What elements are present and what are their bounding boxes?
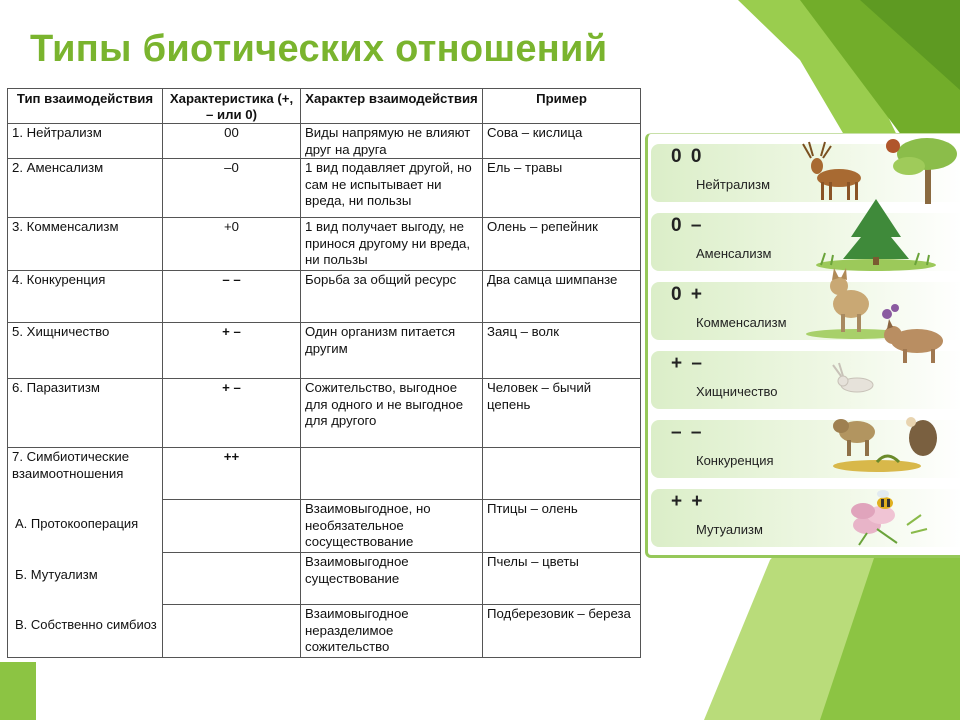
cell-nature: Взаимовыгодное неразделимое сожительство: [301, 605, 483, 658]
header-nature: Характер взаимодействия: [301, 89, 483, 124]
cell-char: ++: [163, 448, 301, 500]
band-sign: + –: [671, 353, 704, 374]
cell-example: Птицы – олень: [483, 500, 641, 553]
cell-char: + –: [163, 379, 301, 448]
cell-type: 3. Комменсализм: [8, 218, 163, 271]
biotic-relations-table: [7, 88, 641, 658]
band-sign: – –: [671, 422, 704, 443]
cell-char: 00: [163, 124, 301, 159]
header-type: Тип взаимодействия: [8, 89, 163, 124]
cell-nature: Взаимовыгодное, но необязательное сосуществование: [301, 500, 483, 553]
band-neutralism: [651, 144, 960, 202]
hyena-vulture-icon: [827, 406, 951, 476]
cell-type: Б. Мутуализм: [8, 553, 163, 605]
cell-example: Человек – бычий цепень: [483, 379, 641, 448]
band-competition: [651, 420, 960, 478]
cell-nature: 1 вид получает выгоду, не принося другому ни вреда, ни пользы: [301, 218, 483, 271]
table-header-row: [8, 89, 641, 124]
cell-example: Олень – репейник: [483, 218, 641, 271]
cell-type: 5. Хищничество: [8, 323, 163, 379]
cell-type: А. Протокооперация: [8, 500, 163, 553]
cell-type: 1. Нейтрализм: [8, 124, 163, 159]
page-title: Типы биотических отношений: [30, 28, 608, 70]
cell-example: Сова – кислица: [483, 124, 641, 159]
cell-char: –0: [163, 159, 301, 218]
cell-char-empty: [163, 553, 301, 605]
cell-char-empty: [163, 500, 301, 553]
cell-nature: Взаимовыгодное существование: [301, 553, 483, 605]
cell-type: 7. Симбиотические взаимоотношения: [8, 448, 163, 500]
table-row: [8, 500, 641, 553]
cell-type: 6. Паразитизм: [8, 379, 163, 448]
cell-example: Пчелы – цветы: [483, 553, 641, 605]
header-example: Пример: [483, 89, 641, 124]
cell-char: – –: [163, 271, 301, 323]
cell-nature-empty: [301, 448, 483, 500]
band-predation: [651, 351, 960, 409]
table-row: [8, 553, 641, 605]
table-row: [8, 379, 641, 448]
cell-example: Два самца шимпанзе: [483, 271, 641, 323]
cell-char: + –: [163, 323, 301, 379]
cell-nature: Борьба за общий ресурс: [301, 271, 483, 323]
deer-owl-tree-icon: [799, 138, 959, 204]
band-label: Комменсализм: [696, 315, 787, 330]
table-row: [8, 218, 641, 271]
deco-corner-left: [0, 662, 36, 720]
cell-example-empty: [483, 448, 641, 500]
band-sign: + +: [671, 491, 705, 512]
band-mutualism: [651, 489, 960, 547]
cell-char-empty: [163, 605, 301, 658]
cell-type: В. Собственно симбиоз: [8, 605, 163, 658]
cell-nature: Виды напрямую не влияют друг на друга: [301, 124, 483, 159]
cell-char: +0: [163, 218, 301, 271]
cell-nature: Сожительство, выгодное для одного и не выгодное для другого: [301, 379, 483, 448]
band-sign: 0 –: [671, 215, 704, 236]
table-row: [8, 271, 641, 323]
band-label: Хищничество: [696, 384, 778, 399]
lynx-hare-icon: [827, 315, 960, 405]
band-label: Нейтрализм: [696, 177, 771, 192]
cell-nature: Один организм питается другим: [301, 323, 483, 379]
cell-example: Подберезовик – береза: [483, 605, 641, 658]
band-label: Конкуренция: [696, 453, 774, 468]
cell-type: 4. Конкуренция: [8, 271, 163, 323]
cell-nature: 1 вид подавляет другой, но сам не испытывает ни вреда, ни пользы: [301, 159, 483, 218]
table-row: [8, 159, 641, 218]
band-amensalism: [651, 213, 960, 271]
table-row: [8, 124, 641, 159]
cell-example: Ель – травы: [483, 159, 641, 218]
header-characteristic: Характеристика (+, – или 0): [163, 89, 301, 124]
illustration-card: [645, 133, 960, 558]
band-label: Аменсализм: [696, 246, 772, 261]
band-sign: 0 +: [671, 284, 704, 305]
table-row-symbiosis: [8, 448, 641, 500]
table-row: [8, 323, 641, 379]
band-label: Мутуализм: [696, 522, 763, 537]
cell-type: 2. Аменсализм: [8, 159, 163, 218]
band-sign: 0 0: [671, 146, 704, 167]
bee-flower-icon: [837, 485, 937, 547]
fir-grass-icon: [811, 197, 941, 271]
cell-example: Заяц – волк: [483, 323, 641, 379]
table-row: [8, 605, 641, 658]
